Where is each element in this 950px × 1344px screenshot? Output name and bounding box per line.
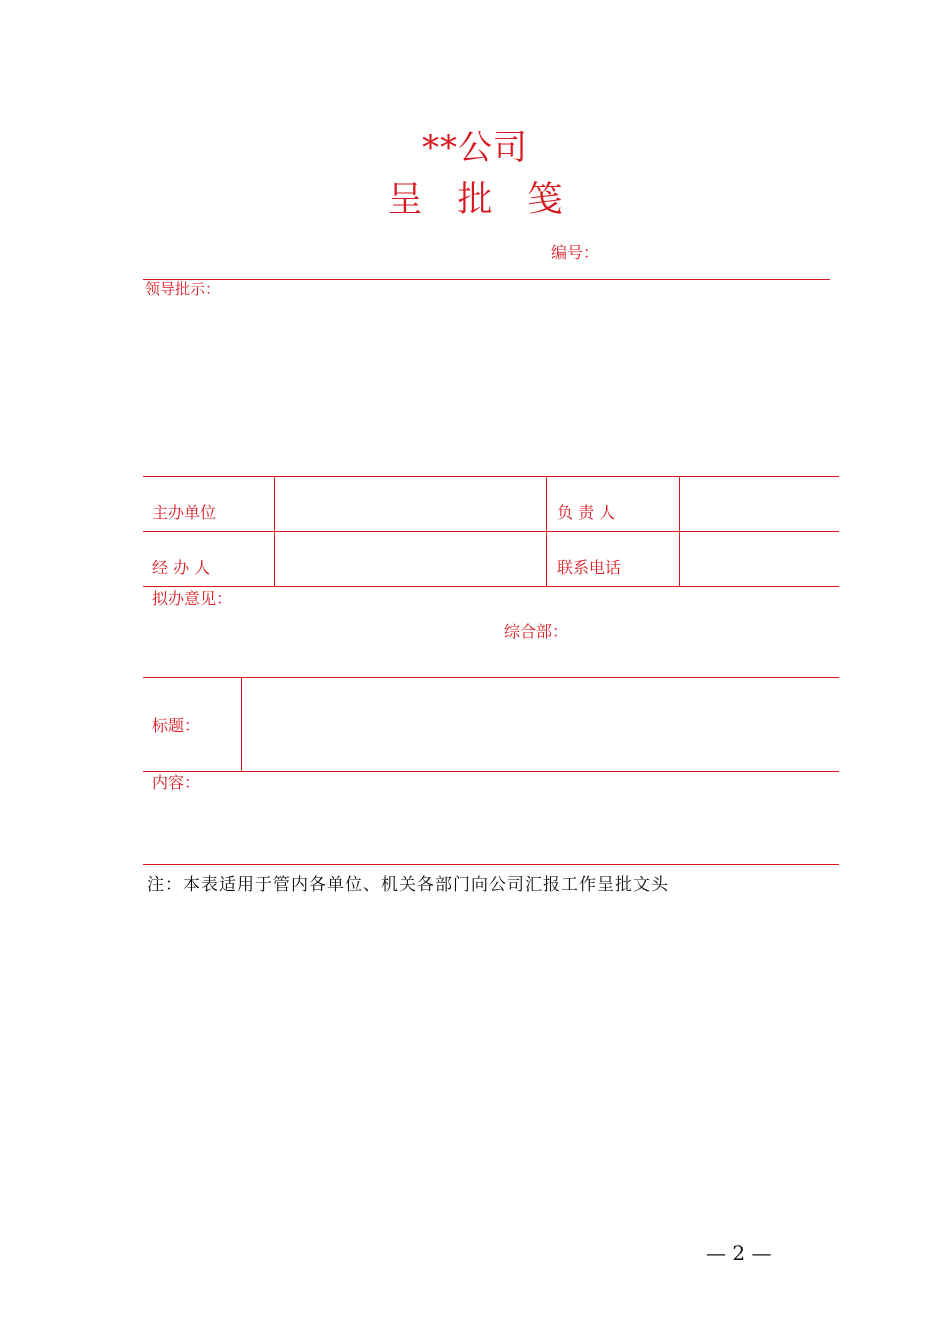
general-dept-label: 综合部：	[504, 622, 569, 641]
host-unit-field[interactable]	[275, 477, 546, 531]
person-in-charge-label: 负 责 人	[557, 503, 616, 522]
top-rule	[143, 279, 830, 280]
contact-phone-label: 联系电话	[557, 558, 622, 577]
title-table-bottom-border	[143, 771, 839, 772]
page-number: — 2 —	[706, 1241, 772, 1265]
person-in-charge-field[interactable]	[680, 477, 839, 531]
title-label: 标题：	[152, 716, 201, 735]
title-field[interactable]	[242, 678, 839, 771]
leader-instruction-label: 领导批示：	[145, 280, 221, 298]
company-name: **公司	[422, 128, 528, 168]
handler-label: 经 办 人	[152, 558, 211, 577]
serial-number-label: 编号：	[551, 243, 600, 262]
info-table-bottom-border	[143, 586, 839, 587]
contact-phone-field[interactable]	[680, 532, 839, 586]
form-title: 呈 批 笺	[387, 180, 563, 220]
usage-note: 注：本表适用于管内各单位、机关各部门向公司汇报工作呈批文头	[147, 875, 669, 895]
content-label: 内容：	[152, 773, 201, 792]
proposed-opinion-label: 拟办意见：	[152, 589, 233, 608]
info-table-divider-2	[546, 476, 547, 587]
handler-field[interactable]	[275, 532, 546, 586]
content-bottom-rule	[143, 864, 839, 865]
host-unit-label: 主办单位	[152, 503, 217, 522]
